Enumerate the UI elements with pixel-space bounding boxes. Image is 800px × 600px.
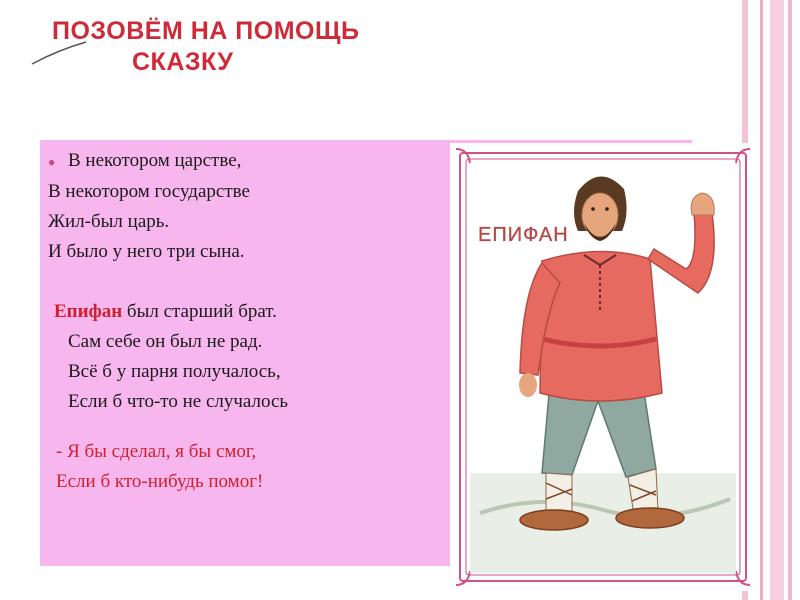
name-label: ЕПИФАН xyxy=(478,224,569,246)
intro-line-4: И было у него три сына. xyxy=(48,241,245,262)
character-line xyxy=(48,297,448,327)
story-text xyxy=(48,146,448,497)
decor-stripe-4 xyxy=(788,0,792,600)
bullet-icon: ● xyxy=(48,155,56,169)
slide-title xyxy=(52,16,472,78)
ground xyxy=(470,473,736,573)
character-line-rest: был старший брат. xyxy=(122,301,277,322)
decor-stripe-2 xyxy=(760,0,763,600)
title-line-2: СКАЗКУ xyxy=(132,48,234,76)
quote-line-1: - Я бы сделал, я бы смог, xyxy=(56,441,257,462)
quote-line-2: Если б кто-нибудь помог! xyxy=(56,471,264,492)
illustration-svg xyxy=(450,143,756,591)
intro-line-1: ● В некотором царстве, xyxy=(48,146,448,177)
verse-line-3: Если б что-то не случалось xyxy=(68,391,289,412)
decor-stripe-3 xyxy=(770,0,784,600)
intro-line-2: В некотором государстве xyxy=(48,181,250,202)
intro-line-3: Жил-был царь. xyxy=(48,211,170,232)
arm-right xyxy=(648,213,714,293)
eye-left xyxy=(591,207,595,211)
verse-line-1: Сам себе он был не рад. xyxy=(68,331,263,352)
hand-right xyxy=(691,193,714,215)
verse-line-2: Всё б у парня получалось, xyxy=(68,361,281,382)
title-line-1: ПОЗОВЁМ НА ПОМОЩЬ xyxy=(52,17,360,45)
shoe-left xyxy=(520,510,588,530)
hand-left xyxy=(519,373,537,397)
character-illustration xyxy=(450,143,756,591)
shoe-right xyxy=(616,508,684,528)
eye-right xyxy=(605,207,609,211)
character-name: Епифан xyxy=(54,301,123,322)
face xyxy=(582,193,618,237)
